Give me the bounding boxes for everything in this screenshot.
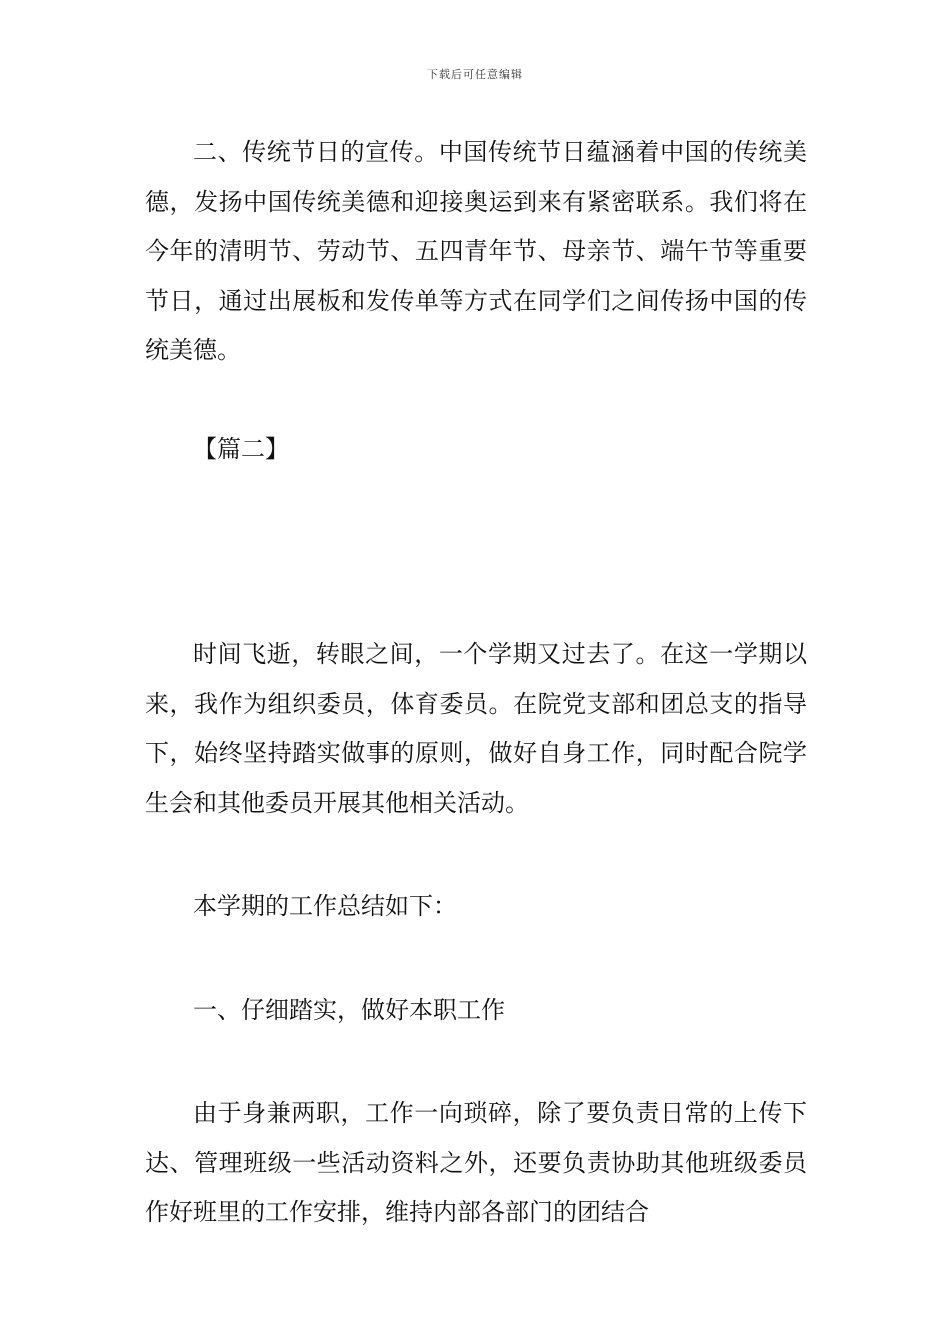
document-body bbox=[145, 128, 807, 1238]
section-heading-part-two: 【篇二】 bbox=[193, 434, 289, 463]
paragraph-summary-lead: 本学期的工作总结如下： bbox=[193, 892, 457, 920]
paragraph-semester-intro: 时间飞逝，转眼之间，一个学期又过去了。在这一学期以来，我作为组织委员，体育委员。在院党支部和团总支的指导下，始终坚持踏实做事的原则，做好自身工作，同时配合院学生会和其他委员开展其他相关活动。 bbox=[145, 640, 807, 817]
page-header: 下载后可任意编辑 bbox=[427, 68, 523, 81]
paragraph-duties: 由于身兼两职，工作一向琐碎，除了要负责日常的上传下达、管理班级一些活动资料之外，还要负责协助其他班级委员作好班里的工作安排，维持内部各部门的团结合 bbox=[145, 1099, 807, 1226]
paragraph-subheading-one: 一、仔细踏实，做好本职工作 bbox=[193, 995, 505, 1024]
paragraph-festival-promotion: 二、传统节日的宣传。中国传统节日蕴涵着中国的传统美德，发扬中国传统美德和迎接奥运到来有紧密联系。我们将在今年的清明节、劳动节、五四青年节、母亲节、端午节等重要节日，通过出展板和发传单等方式在同学们之间传扬中国的传统美德。 bbox=[145, 138, 807, 364]
